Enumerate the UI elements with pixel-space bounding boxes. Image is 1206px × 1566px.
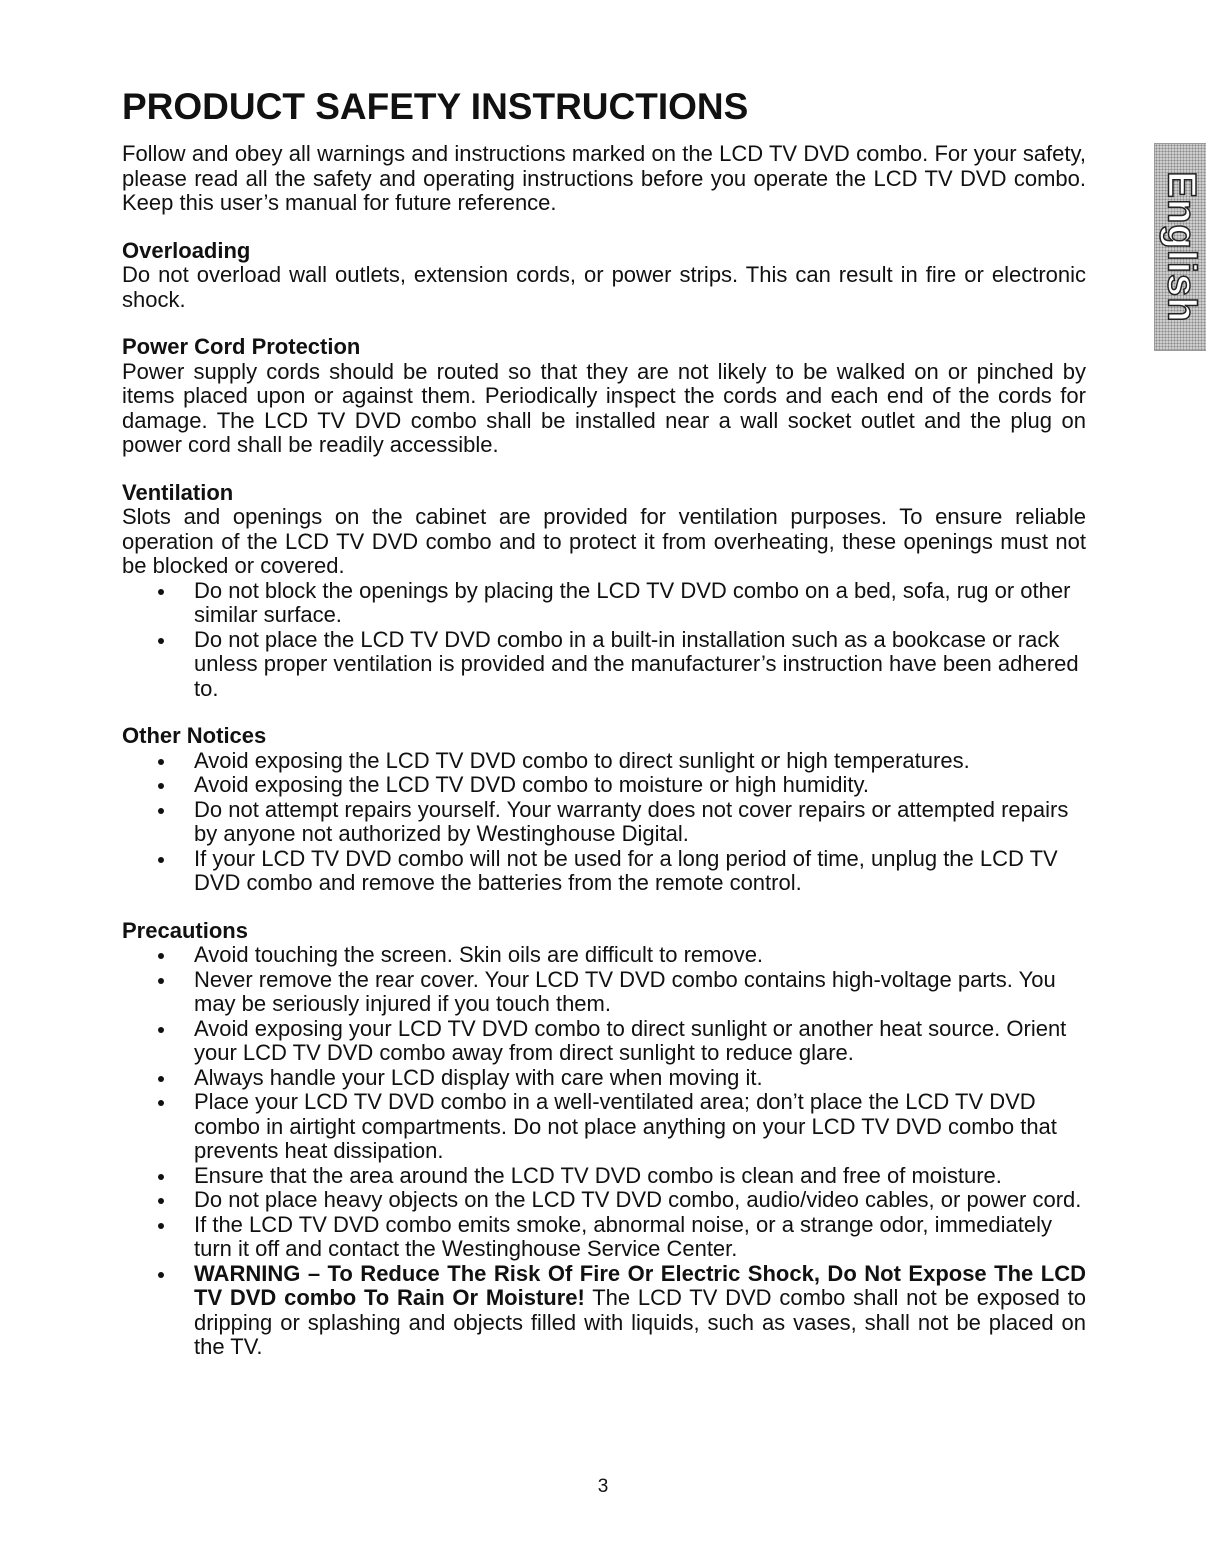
bullet-icon bbox=[158, 978, 164, 984]
list-item bbox=[194, 1164, 1086, 1189]
bullet-list bbox=[122, 749, 1086, 896]
bullet-icon bbox=[158, 953, 164, 959]
list-item-text: Avoid exposing your LCD TV DVD combo to direct sunlight or another heat source. Orient your LCD TV DVD combo away from direct sunlight to reduce glare. bbox=[194, 1015, 1067, 1065]
list-item bbox=[194, 579, 1086, 628]
list-item-text: Ensure that the area around the LCD TV DVD combo is clean and free of moisture. bbox=[194, 1162, 1002, 1188]
section-precautions bbox=[122, 919, 1086, 1262]
list-item bbox=[194, 798, 1086, 847]
section-heading: Precautions bbox=[122, 917, 248, 943]
bullet-icon bbox=[158, 783, 164, 789]
bullet-icon bbox=[158, 1076, 164, 1082]
list-item-text: Always handle your LCD display with care when moving it. bbox=[194, 1064, 763, 1090]
section-text: Do not overload wall outlets, extension cords, or power strips. This can result in fire or electronic shock. bbox=[122, 262, 1086, 312]
list-item bbox=[194, 1066, 1086, 1091]
list-item-text: Avoid touching the screen. Skin oils are difficult to remove. bbox=[194, 942, 764, 967]
section-heading: Other Notices bbox=[122, 723, 267, 748]
language-tab-label: English bbox=[1159, 171, 1203, 323]
bullet-icon bbox=[158, 759, 164, 765]
section-heading: Power Cord Protection bbox=[122, 334, 361, 359]
page-title: PRODUCT SAFETY INSTRUCTIONS bbox=[122, 86, 749, 127]
bullet-icon bbox=[158, 589, 164, 595]
bullet-icon bbox=[158, 1174, 164, 1180]
list-item-text: Do not block the openings by placing the LCD TV DVD combo on a bed, sofa, rug or other similar surface. bbox=[194, 577, 1071, 627]
section-ventilation bbox=[122, 481, 1086, 702]
list-item-text: Avoid exposing the LCD TV DVD combo to moisture or high humidity. bbox=[194, 772, 869, 797]
section-other-notices bbox=[122, 724, 1086, 896]
list-item bbox=[194, 1090, 1086, 1164]
list-item bbox=[194, 1213, 1086, 1262]
warning-item bbox=[194, 1262, 1086, 1360]
bullet-icon bbox=[158, 1100, 164, 1106]
warning-bold-text: WARNING – To Reduce The Risk Of Fire Or Electric Shock, Do Not Expose The LCD TV DVD combo To Rain Or Moisture! bbox=[194, 1260, 1086, 1310]
section-text: Power supply cords should be routed so that they are not likely to be walked on or pinched by items placed upon or against them. Periodically inspect the cords and each end of the cords for damage. The LCD TV DVD combo shall be installed near a wall socket outlet and the plug on power cord shall be readily accessible. bbox=[122, 358, 1086, 457]
intro-paragraph: Follow and obey all warnings and instructions marked on the LCD TV DVD combo. For your safety, please read all the safety and operating instructions before you operate the LCD TV DVD combo. Keep this user’s manual for future reference. bbox=[122, 141, 1086, 215]
list-item bbox=[194, 628, 1086, 702]
warning-text: The LCD TV DVD combo shall not be exposed to dripping or splashing and objects filled with liquids, such as vases, shall not be placed on the TV. bbox=[194, 1285, 1086, 1359]
list-item-text: Avoid exposing the LCD TV DVD combo to direct sunlight or high temperatures. bbox=[194, 747, 970, 773]
list-item bbox=[194, 749, 1086, 774]
section-power-cord-protection bbox=[122, 335, 1086, 458]
bullet-icon bbox=[158, 1223, 164, 1229]
list-item-text: Place your LCD TV DVD combo in a well-ventilated area; don’t place the LCD TV DVD combo in airtight compartments. Do not place anything on your LCD TV DVD combo that prevents heat dissipation. bbox=[194, 1089, 1057, 1163]
list-item bbox=[194, 773, 1086, 798]
section-text: Slots and openings on the cabinet are provided for ventilation purposes. To ensure reliable operation of the LCD TV DVD combo and to protect it from overheating, these openings must not be blocked or covered. bbox=[122, 504, 1086, 578]
list-item-text: Do not place the LCD TV DVD combo in a built-in installation such as a bookcase or rack unless proper ventilation is provided and the manufacturer’s instruction have been adhered to. bbox=[194, 626, 1079, 701]
bullet-icon bbox=[158, 1198, 164, 1204]
bullet-list bbox=[122, 943, 1086, 1262]
document-page bbox=[122, 84, 1086, 1360]
list-item-text: If the LCD TV DVD combo emits smoke, abnormal noise, or a strange odor, immediately turn it off and contact the Westinghouse Service Center. bbox=[194, 1211, 1052, 1261]
section-heading: Ventilation bbox=[122, 479, 234, 505]
section-heading: Overloading bbox=[122, 237, 251, 263]
language-tab bbox=[1154, 143, 1206, 351]
list-item bbox=[194, 1188, 1086, 1213]
list-item-text: Never remove the rear cover. Your LCD TV DVD combo contains high-voltage parts. You may be seriously injured if you touch them. bbox=[194, 966, 1056, 1016]
list-item bbox=[194, 1017, 1086, 1066]
list-item-text: If your LCD TV DVD combo will not be used for a long period of time, unplug the LCD TV DVD combo and remove the batteries from the remote control. bbox=[194, 845, 1058, 895]
list-item-text: Do not place heavy objects on the LCD TV DVD combo, audio/video cables, or power cord. bbox=[194, 1187, 1082, 1212]
bullet-icon bbox=[158, 1272, 164, 1278]
section-overloading bbox=[122, 239, 1086, 313]
list-item bbox=[194, 968, 1086, 1017]
bullet-icon bbox=[158, 808, 164, 814]
bullet-icon bbox=[158, 1027, 164, 1033]
list-item bbox=[194, 847, 1086, 896]
list-item-text: Do not attempt repairs yourself. Your warranty does not cover repairs or attempted repairs by anyone not authorized by Westinghouse Digital. bbox=[194, 796, 1069, 846]
page-number: 3 bbox=[597, 1476, 609, 1497]
list-item bbox=[194, 943, 1086, 968]
bullet-icon bbox=[158, 638, 164, 644]
warning-list bbox=[122, 1262, 1086, 1360]
bullet-list bbox=[122, 579, 1086, 702]
bullet-icon bbox=[158, 857, 164, 863]
